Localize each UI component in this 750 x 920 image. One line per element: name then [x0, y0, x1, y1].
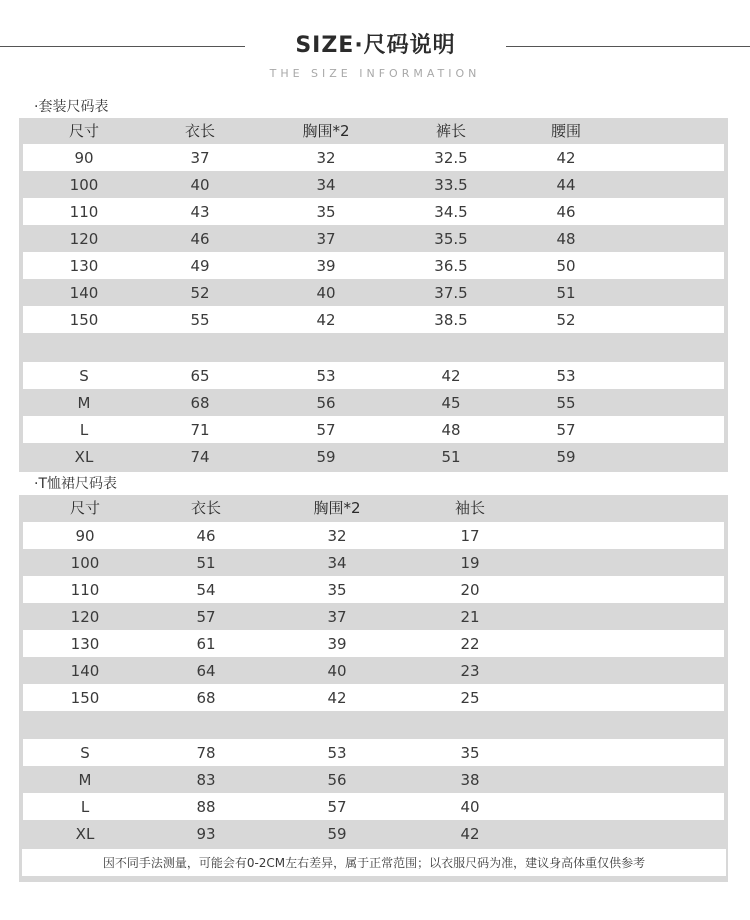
- suit-size-table: [19, 118, 728, 472]
- table-cell: 130: [69, 256, 99, 275]
- table-cell: 40: [190, 175, 210, 194]
- table-cell: 23: [460, 661, 480, 680]
- table-cell: 40: [327, 661, 347, 680]
- table-row: [19, 766, 723, 793]
- table-cell: [25, 711, 145, 738]
- column-header: 衣长: [190, 498, 221, 517]
- table-cell: 32.5: [434, 148, 468, 167]
- table-cell: 46: [196, 526, 216, 545]
- table-cell: 45: [441, 393, 461, 412]
- table-cell: 25: [460, 688, 480, 707]
- table-cell: 78: [196, 743, 216, 762]
- table-row: [19, 603, 723, 630]
- table-cell: 53: [316, 366, 336, 385]
- table-cell: 71: [190, 420, 210, 439]
- table-cell: 42: [556, 148, 576, 167]
- table-cell: 100: [69, 175, 99, 194]
- table-cell: 140: [69, 283, 99, 302]
- table-cell: [140, 333, 260, 360]
- table-cell: 32: [316, 148, 336, 167]
- page-title: SIZE·尺码说明: [295, 33, 456, 58]
- table-cell: 37.5: [434, 283, 468, 302]
- table-cell: 36.5: [434, 256, 468, 275]
- table-cell: 40: [460, 797, 480, 816]
- table-cell: 35: [460, 743, 480, 762]
- table-spacer-row: [19, 711, 723, 738]
- column-header: 尺寸: [69, 498, 100, 517]
- table-row: [19, 549, 723, 576]
- table-cell: 44: [556, 175, 576, 194]
- table-cell: 56: [316, 393, 336, 412]
- table-cell: 20: [460, 580, 480, 599]
- column-header: 袖长: [454, 498, 485, 517]
- column-header: 胸围*2: [313, 498, 361, 517]
- table-row: [23, 416, 724, 443]
- table-cell: L: [79, 420, 89, 439]
- table-cell: 68: [190, 393, 210, 412]
- table-row: [23, 684, 724, 711]
- table-cell: 35.5: [434, 229, 468, 248]
- table-cell: 51: [441, 447, 461, 466]
- table-cell: 59: [327, 824, 347, 843]
- table-cell: 39: [316, 256, 336, 275]
- column-header: 胸围*2: [302, 121, 350, 140]
- table-cell: [277, 711, 397, 738]
- table-row: [23, 522, 724, 549]
- table-header-row: [19, 118, 723, 142]
- table-row: [19, 389, 723, 416]
- table-cell: 61: [196, 634, 216, 653]
- table-row: [23, 362, 724, 389]
- table-cell: 120: [70, 607, 100, 626]
- table-cell: 37: [316, 229, 336, 248]
- suit-table-title: ·套装尺码表: [34, 99, 109, 115]
- table-cell: 150: [70, 688, 100, 707]
- table-cell: 34.5: [434, 202, 468, 221]
- table-cell: 19: [460, 553, 480, 572]
- table-cell: M: [78, 770, 92, 789]
- table-cell: 57: [556, 420, 576, 439]
- table-row: [19, 657, 723, 684]
- table-cell: 100: [70, 553, 100, 572]
- table-cell: 65: [190, 366, 210, 385]
- table-cell: 38.5: [434, 310, 468, 329]
- table-cell: L: [80, 797, 90, 816]
- table-cell: 51: [196, 553, 216, 572]
- tshirt-size-table: [19, 495, 728, 882]
- table-cell: 51: [556, 283, 576, 302]
- table-cell: 46: [556, 202, 576, 221]
- tshirt-table-title: ·T恤裙尺码表: [34, 476, 118, 492]
- table-cell: [24, 333, 144, 360]
- table-cell: 55: [556, 393, 576, 412]
- table-cell: 33.5: [434, 175, 468, 194]
- table-cell: 52: [556, 310, 576, 329]
- table-cell: 21: [460, 607, 480, 626]
- table-cell: M: [77, 393, 91, 412]
- page-subtitle: THE SIZE INFORMATION: [269, 67, 481, 80]
- table-cell: 40: [316, 283, 336, 302]
- table-row: [19, 443, 723, 470]
- table-cell: 56: [327, 770, 347, 789]
- table-cell: 35: [327, 580, 347, 599]
- table-cell: [410, 711, 530, 738]
- header-divider-left: [0, 46, 245, 47]
- table-row: [23, 144, 724, 171]
- table-row: [19, 171, 723, 198]
- table-cell: [391, 333, 511, 360]
- table-cell: 52: [190, 283, 210, 302]
- table-cell: 90: [74, 148, 94, 167]
- table-spacer-row: [19, 333, 723, 360]
- table-cell: XL: [74, 447, 94, 466]
- column-header: 腰围: [550, 121, 581, 140]
- table-cell: S: [80, 743, 90, 762]
- table-row: [23, 739, 724, 766]
- table-cell: 140: [70, 661, 100, 680]
- column-header: 衣长: [184, 121, 215, 140]
- table-row: [23, 630, 724, 657]
- table-cell: 32: [327, 526, 347, 545]
- table-cell: 49: [190, 256, 210, 275]
- table-cell: [266, 333, 386, 360]
- table-row: [23, 576, 724, 603]
- table-cell: 48: [556, 229, 576, 248]
- table-cell: 74: [190, 447, 210, 466]
- table-cell: 53: [556, 366, 576, 385]
- table-cell: 68: [196, 688, 216, 707]
- table-cell: 34: [316, 175, 336, 194]
- table-cell: 42: [460, 824, 480, 843]
- table-cell: 39: [327, 634, 347, 653]
- measurement-note: 因不同手法测量，可能会有0-2CM左右差异，属于正常范围；以衣服尺码为准，建议身高体重仅供参考: [22, 849, 726, 876]
- table-cell: 38: [460, 770, 480, 789]
- table-cell: 59: [316, 447, 336, 466]
- table-cell: 88: [196, 797, 216, 816]
- table-cell: [506, 333, 626, 360]
- table-cell: 37: [190, 148, 210, 167]
- table-row: [23, 306, 724, 333]
- table-cell: 17: [460, 526, 480, 545]
- table-cell: 120: [69, 229, 99, 248]
- table-cell: 46: [190, 229, 210, 248]
- table-header-row: [19, 495, 723, 519]
- table-cell: 54: [196, 580, 216, 599]
- table-cell: 150: [69, 310, 99, 329]
- table-cell: 90: [75, 526, 95, 545]
- table-cell: 110: [69, 202, 99, 221]
- table-cell: 110: [70, 580, 100, 599]
- table-row: [19, 225, 723, 252]
- table-cell: 42: [316, 310, 336, 329]
- table-row: [23, 198, 724, 225]
- table-cell: 57: [327, 797, 347, 816]
- table-cell: 93: [196, 824, 216, 843]
- table-cell: 42: [441, 366, 461, 385]
- table-cell: 50: [556, 256, 576, 275]
- table-cell: 34: [327, 553, 347, 572]
- table-cell: 57: [316, 420, 336, 439]
- column-header: 裤长: [435, 121, 466, 140]
- table-cell: 83: [196, 770, 216, 789]
- table-row: [19, 820, 723, 847]
- table-cell: 22: [460, 634, 480, 653]
- table-cell: 57: [196, 607, 216, 626]
- table-cell: 59: [556, 447, 576, 466]
- table-cell: [146, 711, 266, 738]
- table-cell: 48: [441, 420, 461, 439]
- table-cell: S: [79, 366, 89, 385]
- table-cell: 43: [190, 202, 210, 221]
- table-cell: 35: [316, 202, 336, 221]
- table-cell: 130: [70, 634, 100, 653]
- table-cell: 42: [327, 688, 347, 707]
- table-cell: XL: [75, 824, 95, 843]
- column-header: 尺寸: [68, 121, 99, 140]
- table-cell: 53: [327, 743, 347, 762]
- table-cell: 55: [190, 310, 210, 329]
- table-row: [23, 793, 724, 820]
- table-row: [19, 279, 723, 306]
- table-cell: 37: [327, 607, 347, 626]
- table-cell: 64: [196, 661, 216, 680]
- table-row: [23, 252, 724, 279]
- header-divider-right: [506, 46, 750, 47]
